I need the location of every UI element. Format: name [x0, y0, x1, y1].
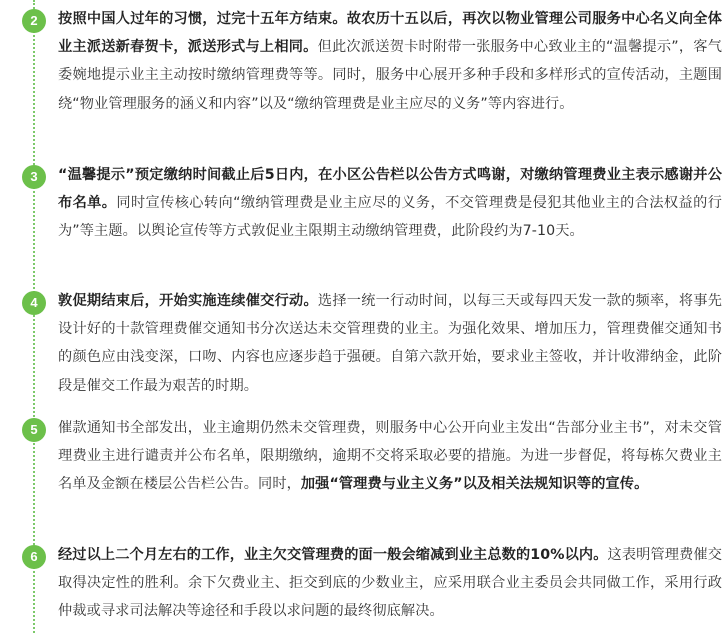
step-paragraph	[58, 287, 722, 400]
bold-text: “温馨提示”预定缴纳时间截止后5日内，在小区公告栏以公告方式鸣谢，对缴纳管理费业主表示感谢并公布名单。	[58, 167, 722, 212]
timeline-line	[33, 0, 35, 633]
step-number-badge: 5	[22, 418, 46, 442]
step-number-badge: 4	[22, 291, 46, 315]
normal-text: 同时宣传核心转向“缴纳管理费是业主应尽的义务，不交管理费是侵犯其他业主的合法权益的行为”等主题。以舆论宣传等方式敦促业主限期主动缴纳管理费，此阶段约为7-10天。	[58, 195, 722, 240]
step-paragraph	[58, 5, 722, 118]
step-paragraph	[58, 414, 722, 499]
bold-text: 按照中国人过年的习惯，过完十五年方结束。故农历十五以后，再次以物业管理公司服务中心名义向全体业主派送新春贺卡，派送形式与上相同。	[58, 11, 722, 56]
step-paragraph	[58, 541, 722, 626]
bold-text: 经过以上二个月左右的工作，业主欠交管理费的面一般会缩减到业主总数的10%以内。	[58, 547, 608, 563]
bold-text: 敦促期结束后，开始实施连续催交行动。	[58, 293, 318, 309]
normal-text: 这表明管理费催交取得决定性的胜利。余下欠费业主、拒交到底的少数业主，应采用联合业主委员会共同做工作，采用行政仲裁或寻求司法解决等途径和手段以求问题的最终彻底解决。	[58, 547, 722, 620]
step-paragraph	[58, 161, 722, 246]
step-number-badge: 6	[22, 545, 46, 569]
step-number-badge: 2	[22, 9, 46, 33]
normal-text: 选择一统一行动时间，以每三天或每四天发一款的频率，将事先设计好的十款管理费催交通知书分次送达未交管理费的业主。为强化效果、增加压力，管理费催交通知书的颜色应由浅变深，口吻、内容也应逐步趋于强硬。自第六款开始，要求业主签收，并计收滞纳金，此阶段是催交工作最为艰苦的时期。	[58, 293, 722, 394]
normal-text: 但此次派送贺卡时附带一张服务中心致业主的“温馨提示”，客气委婉地提示业主主动按时缴纳管理费等等。同时，服务中心展开多种手段和多样形式的宣传活动，主题围绕“物业管理服务的涵义和内容”以及“缴纳管理费是业主应尽的义务”等内容进行。	[58, 39, 722, 112]
normal-text: 催款通知书全部发出，业主逾期仍然未交管理费，则服务中心公开向业主发出“告部分业主书”，对未交管理费业主进行谴责并公布名单，限期缴纳，逾期不交将采取必要的措施。为进一步督促，将每栋欠费业主名单及金额在楼层公告栏公告。同时，	[58, 420, 722, 493]
bold-text: 加强“管理费与业主义务”以及相关法规知识等的宣传。	[300, 476, 649, 493]
step-number-badge: 3	[22, 165, 46, 189]
